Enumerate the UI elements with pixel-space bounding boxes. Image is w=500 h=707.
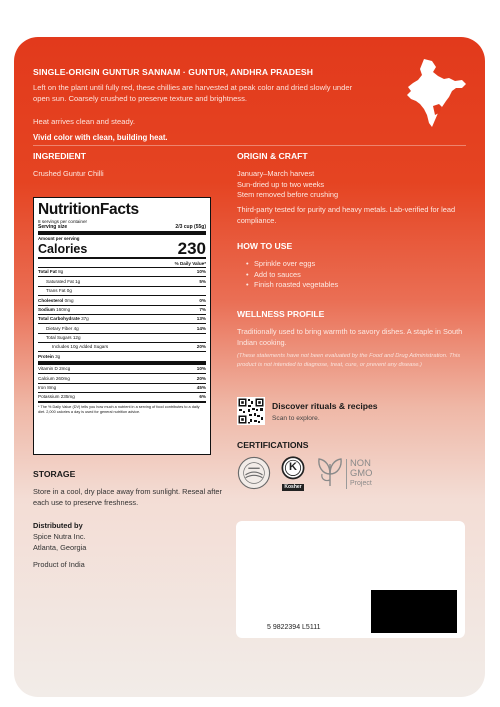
nutrient-amount: 8g — [58, 269, 64, 275]
barcode-number: 5 9822394 L5111 — [267, 624, 321, 631]
nutrient-amount: 12g — [72, 335, 81, 341]
nutrient-row — [38, 342, 206, 351]
nutrient-row — [38, 351, 206, 360]
distributor-city: Atlanta, Georgia — [33, 543, 87, 552]
nutrient-label: Includes 10g Added Sugars — [52, 344, 109, 350]
kosher-label: Kosher — [282, 484, 304, 491]
vitamin-daily-value: 6% — [199, 394, 206, 400]
heat-note: Heat arrives clean and steady. — [33, 117, 136, 126]
nutrient-label: Cholesterol — [38, 297, 64, 303]
qr-code-icon[interactable] — [237, 397, 265, 425]
vitamin-daily-value: 10% — [196, 366, 206, 372]
origin-craft-line-1: January–March harvest — [237, 169, 315, 178]
qr-title: Discover rituals & recipes — [272, 401, 378, 411]
origin-title: SINGLE-ORIGIN GUNTUR SANNAM · GUNTUR, ANDHRA PRADESH — [33, 67, 314, 77]
how-to-use-item: • Finish roasted vegetables — [254, 280, 338, 291]
vitamin-rows — [38, 365, 206, 402]
wellness-heading: WELLNESS PROFILE — [237, 309, 325, 319]
how-to-use-heading: HOW TO USE — [237, 241, 293, 251]
vitamin-label: Calcium 260mg — [38, 375, 70, 381]
non-gmo-butterfly-icon — [316, 456, 344, 490]
nutrient-row — [38, 305, 206, 314]
vitamin-row — [38, 373, 206, 382]
nongmo-divider — [346, 459, 347, 489]
ingredient-text: Crushed Guntur Chilli — [33, 169, 104, 178]
nutrient-row — [38, 267, 206, 276]
origin-craft-line-2: Sun-dried up to two weeks — [237, 179, 325, 189]
nongmo-line-1: NON — [350, 457, 371, 468]
nutrient-daily-value: 7% — [199, 306, 206, 312]
serving-size-row: Serving size 2/3 cup (55g) — [38, 224, 206, 230]
storage-heading: STORAGE — [33, 469, 76, 479]
nutrition-facts-panel — [33, 197, 211, 455]
nutrition-footnote: * The % Daily Value (DV) tells you how much a nutrient in a serving of food contributes to a daily diet. 2,000 calories a day is used for general nutrition advice. — [38, 401, 206, 415]
how-to-use-item: • Add to sauces — [254, 270, 338, 281]
vitamin-row — [38, 392, 206, 401]
nutrient-daily-value: 20% — [196, 344, 206, 350]
vitamin-daily-value: 20% — [196, 375, 206, 381]
distributor-name: Spice Nutra Inc. — [33, 532, 86, 541]
nutrient-amount: 0g — [66, 288, 72, 294]
usda-organic-seal-icon — [236, 456, 272, 490]
nutrient-amount: 3g — [55, 353, 61, 359]
amount-per-serving: Amount per serving — [38, 231, 206, 241]
nutrient-row — [38, 295, 206, 304]
origin-description: Left on the plant until fully red, these chillies are harvested at peak color and dried slowly under open sun. Coarsely crushed to preserve texture and brightness. — [33, 83, 353, 103]
fda-disclaimer: (These statements have not been evaluated by the Food and Drug Administration. This product is not intended to diagnose, treat, cure, or prevent any disease.) — [237, 353, 461, 368]
origin-craft-heading: ORIGIN & CRAFT — [237, 151, 308, 161]
nutrient-amount: 160mg — [56, 306, 71, 312]
nongmo-line-2: GMO — [350, 467, 373, 478]
nutrient-label: Protein — [38, 353, 54, 359]
nutrient-daily-value: 0% — [199, 297, 206, 303]
ingredient-heading: INGREDIENT — [33, 151, 86, 161]
how-to-use-list — [245, 259, 338, 291]
vitamin-label: Iron 8mg — [38, 384, 57, 390]
nutrient-amount: 4g — [73, 325, 79, 331]
nutrient-amount: 1g — [75, 278, 81, 284]
nutrient-label: Total Fat — [38, 269, 57, 275]
product-label-card — [14, 37, 485, 697]
section-divider — [33, 145, 466, 146]
nutrition-title: NutritionFacts — [38, 201, 139, 218]
certifications-heading: CERTIFICATIONS — [237, 440, 309, 450]
nutrient-row — [38, 286, 206, 295]
nutrient-row — [38, 276, 206, 285]
nutrient-amount: 37g — [81, 316, 89, 322]
servings-per-container: 8 servings per container — [38, 219, 88, 224]
nutrient-label: Saturated Fat — [46, 278, 74, 284]
testing-note: Third-party tested for purity and heavy metals. Lab-verified for lead compliance. — [237, 205, 456, 225]
vitamin-row — [38, 383, 206, 392]
nutrient-row — [38, 323, 206, 332]
nutrient-daily-value: 10% — [196, 269, 206, 275]
country-of-origin: Product of India — [33, 560, 85, 569]
origin-craft-line-3: Stem removed before crushing — [237, 190, 339, 199]
nutrient-label: Total Sugars — [46, 335, 72, 341]
vitamin-row — [38, 365, 206, 373]
barcode-block — [371, 590, 457, 633]
nutrient-label: Sodium — [38, 306, 55, 312]
nutrient-daily-value: 13% — [196, 316, 206, 322]
distributed-by-label: Distributed by — [33, 521, 83, 530]
tagline: Vivid color with clean, building heat. — [33, 133, 168, 142]
nutrient-label: Dietary Fiber — [46, 325, 73, 331]
nutrient-daily-value: 5% — [199, 278, 206, 284]
nutrient-label: Trans Fat — [46, 288, 66, 294]
storage-text: Store in a cool, dry place away from sunlight. Reseal after each use to preserve freshness. — [33, 487, 222, 507]
nutrient-label: Total Carbohydrate — [38, 316, 80, 322]
vitamin-daily-value: 45% — [196, 384, 206, 390]
vitamin-label: Potassium 235mg — [38, 394, 75, 400]
nutrient-amount: 0mg — [64, 297, 74, 303]
how-to-use-item: • Sprinkle over eggs — [254, 259, 338, 270]
daily-value-header: % Daily Value* — [38, 257, 206, 267]
vitamin-label: Vitamin D 2mcg — [38, 366, 71, 372]
nutrient-row — [38, 314, 206, 323]
nutrient-rows — [38, 267, 206, 361]
kosher-letter: K — [289, 461, 297, 473]
nutrient-daily-value: 14% — [196, 325, 206, 331]
nutrient-row — [38, 333, 206, 342]
calories-row: Calories 230 — [38, 239, 206, 258]
wellness-text: Traditionally used to bring warmth to savory dishes. A staple in South Indian cooking. — [237, 327, 463, 347]
qr-subtitle: Scan to explore. — [272, 415, 320, 422]
india-map-icon — [402, 57, 468, 131]
nongmo-line-3: Project — [350, 480, 372, 487]
